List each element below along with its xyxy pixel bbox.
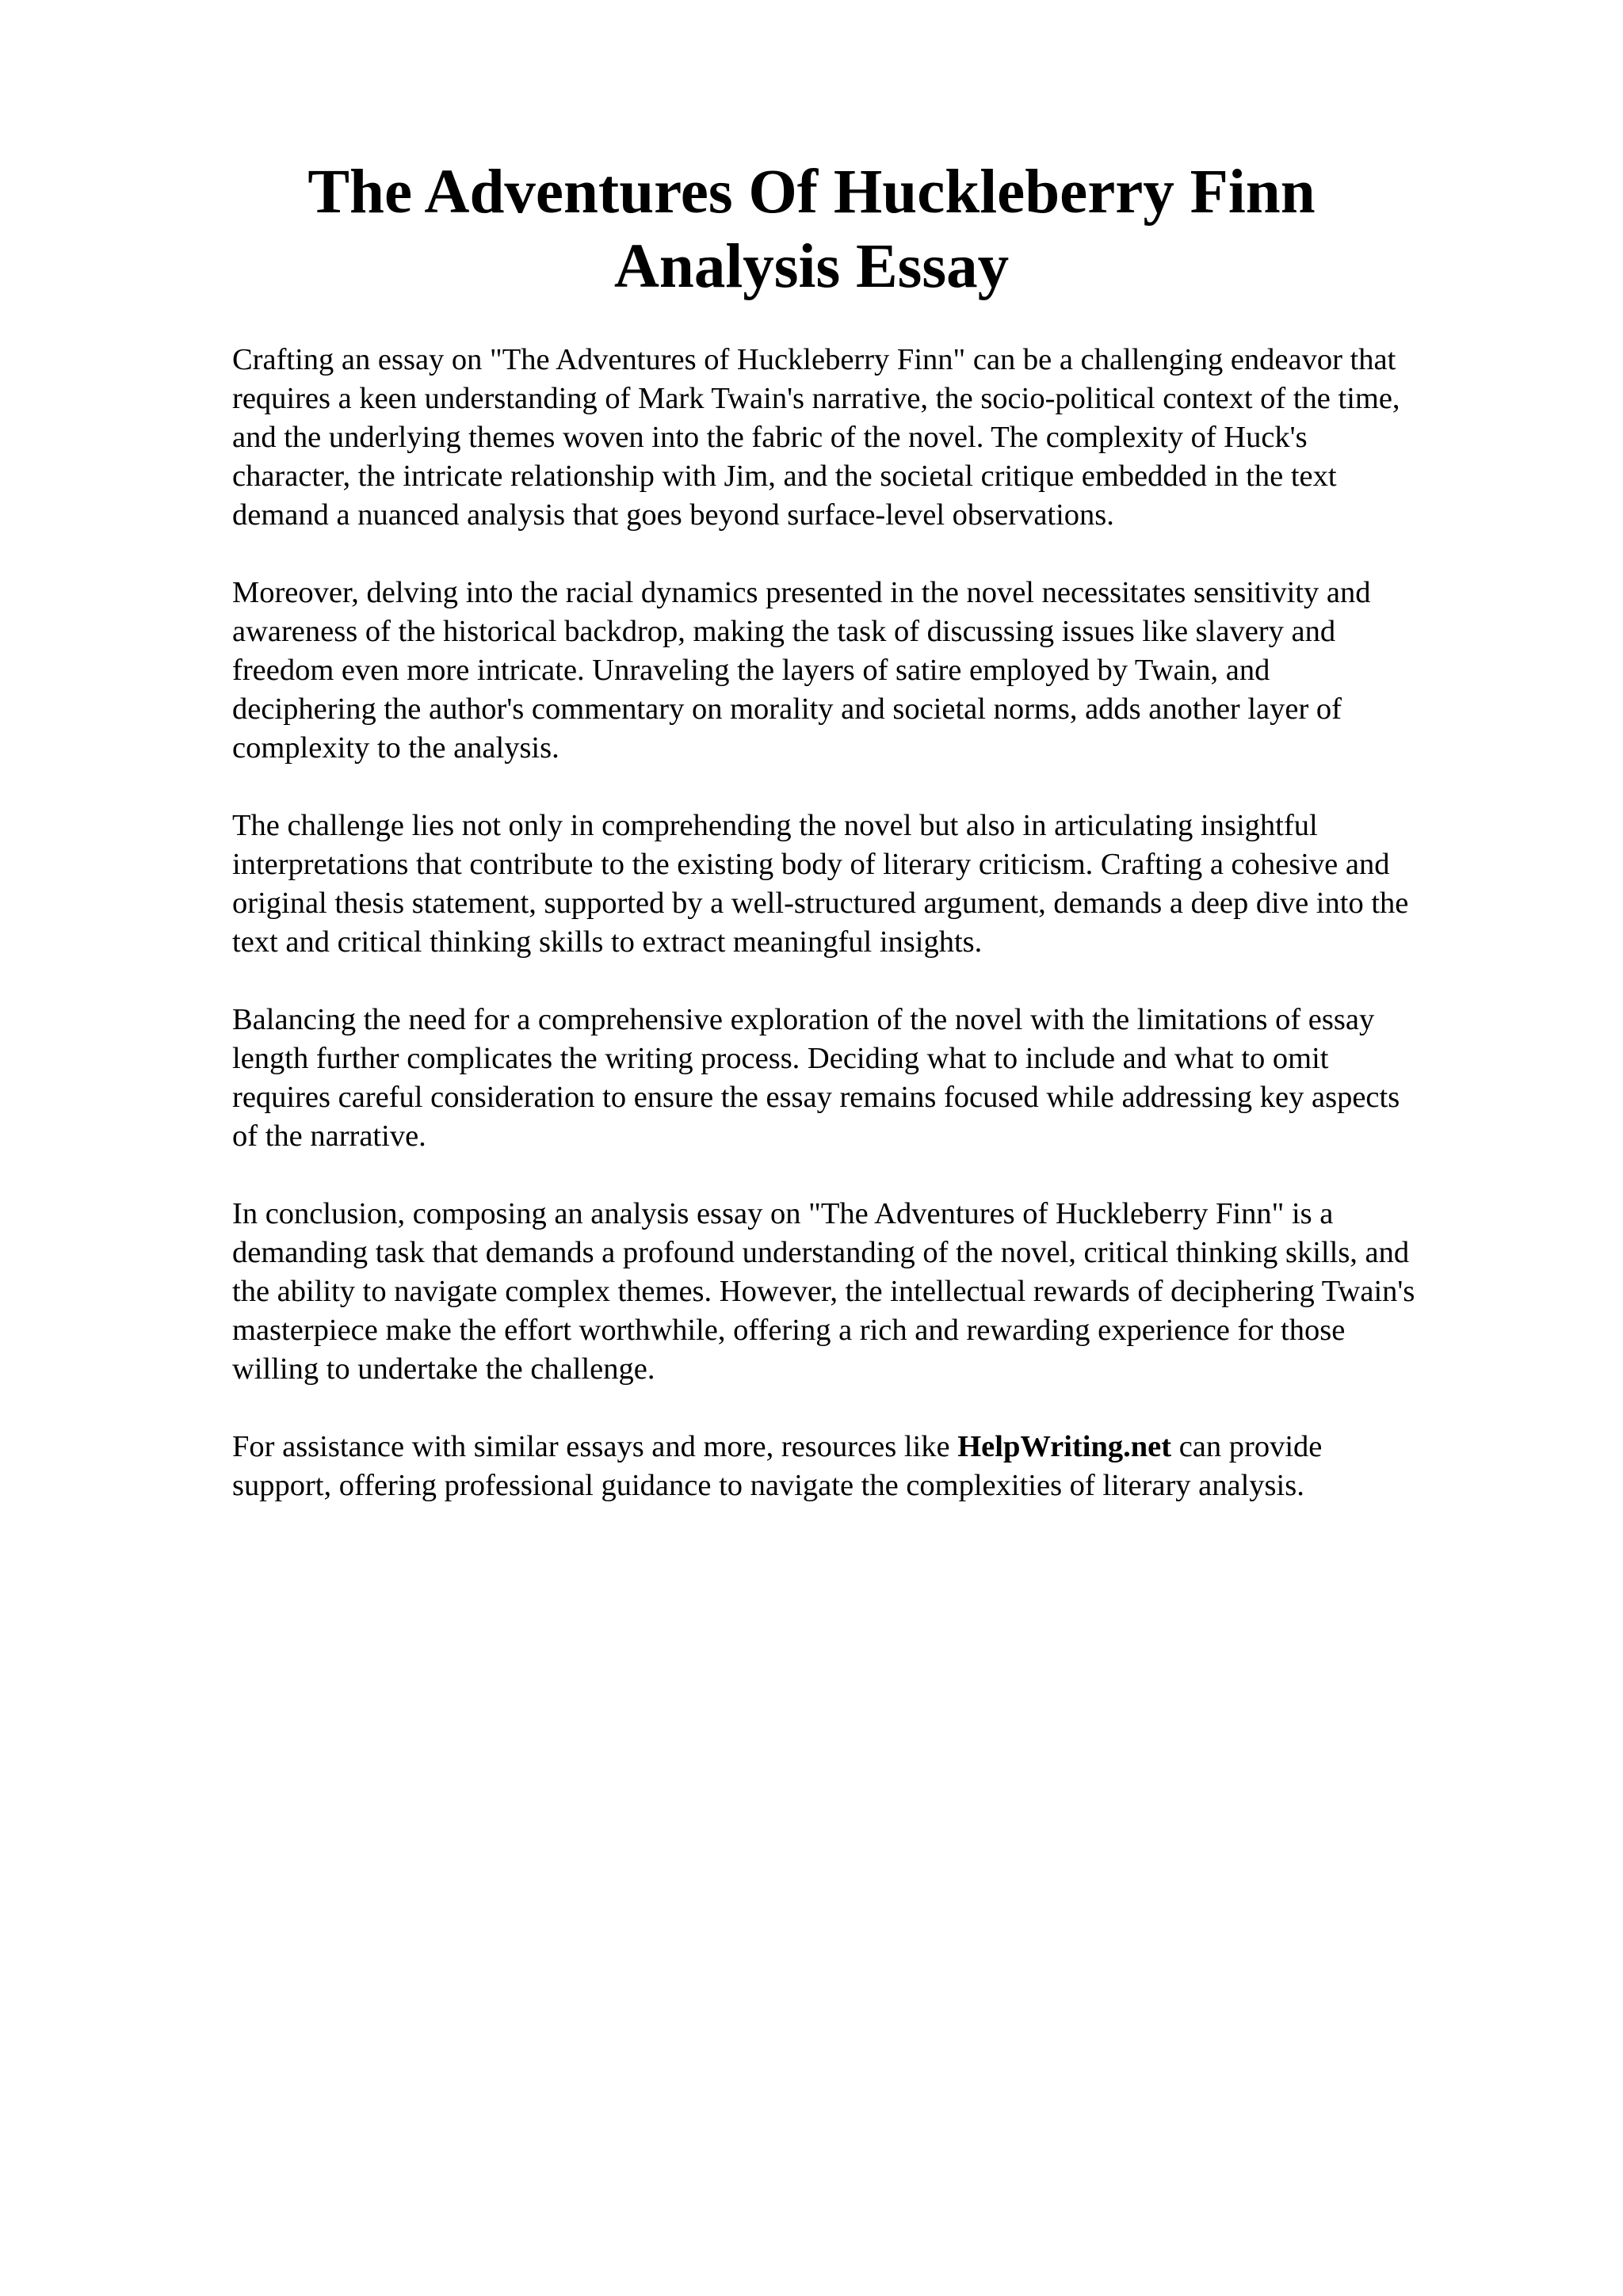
paragraph-2: Moreover, delving into the racial dynamics presented in the novel necessitates sensitivity and awareness of the historical backdrop, making the task of discussing issues like slavery and freedom even more intricate. Unraveling the layers of satire employed by Twain, and deciphering the author's commentary on morality and societal norms, adds another layer of complexity to the analysis. (232, 576, 1371, 765)
closing-text-before-link: For assistance with similar essays and more, resources like (232, 1430, 958, 1463)
closing-paragraph (232, 1428, 1524, 1505)
helpwriting-link[interactable]: HelpWriting.net (957, 1430, 1172, 1463)
closing-text-after-link: can provide support, offering professional guidance to navigate the complexities of literary analysis. (232, 1430, 1323, 1502)
paragraph-3: The challenge lies not only in comprehending the novel but also in articulating insightful interpretations that contribute to the existing body of literary criticism. Crafting a cohesive and original thesis statement, supported by a well-structured argument, demands a deep dive into the text and critical thinking skills to extract meaningful insights. (232, 809, 1409, 959)
paragraph-5: In conclusion, composing an analysis essay on "The Adventures of Huckleberry Finn" is a demanding task that demands a profound understanding of the novel, critical thinking skills, and the ability to navigate complex themes. However, the intellectual rewards of deciphering Twain's masterpiece make the effort worthwhile, offering a rich and rewarding experience for those willing to undertake the challenge. (232, 1197, 1415, 1386)
paragraph-1: Crafting an essay on "The Adventures of Huckleberry Finn" can be a challenging endeavor that requires a keen understanding of Mark Twain's narrative, the socio-political context of the time, and the underlying themes woven into the fabric of the novel. The complexity of Huck's character, the intricate relationship with Jim, and the societal critique embedded in the text demand a nuanced analysis that goes beyond surface-level observations. (232, 343, 1400, 532)
document-body (232, 341, 1524, 1544)
document-title: The Adventures Of Huckleberry Finn Analysis Essay (307, 158, 1316, 301)
paragraph-4: Balancing the need for a comprehensive exploration of the novel with the limitations of essay length further complicates the writing process. Deciding what to include and what to omit requires careful consideration to ensure the essay remains focused while addressing key aspects of the narrative. (232, 1003, 1400, 1153)
